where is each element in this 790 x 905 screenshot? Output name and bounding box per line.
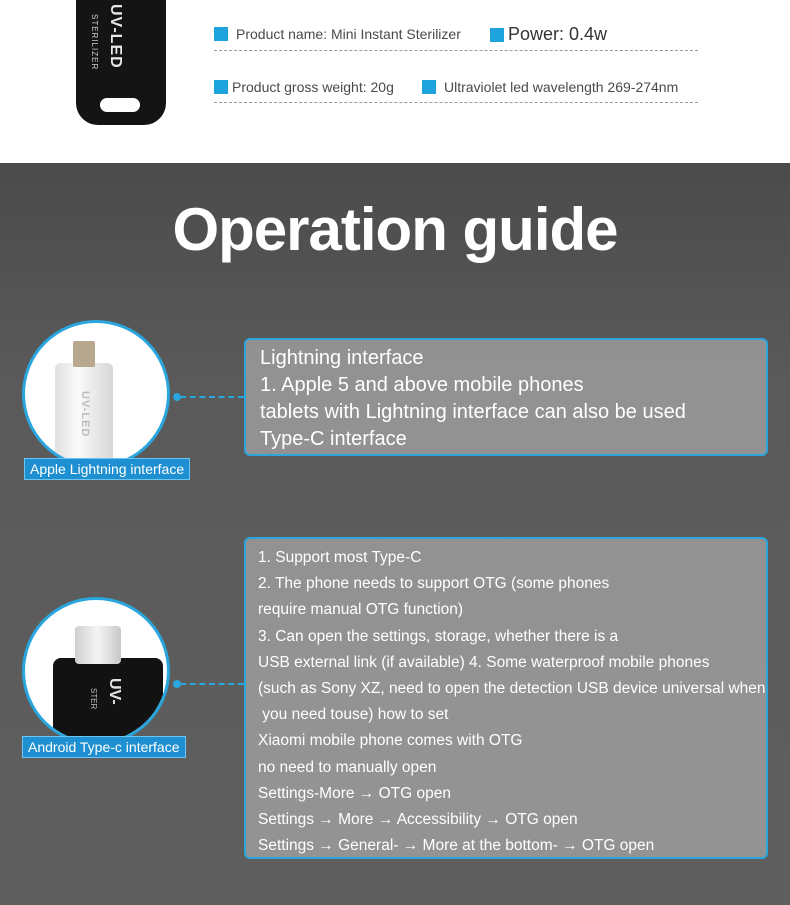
lightning-line: 1. Apple 5 and above mobile phones: [260, 374, 584, 396]
typec-plug-text: UV-: [106, 678, 123, 705]
typec-plug-image: [22, 597, 170, 745]
device-sub: STERILIZER: [90, 14, 99, 71]
typec-line: no need to manually open: [258, 758, 437, 776]
typec-line: 3. Can open the settings, storage, whether there is a: [258, 627, 619, 645]
device-brand: UV-LED: [107, 4, 124, 69]
spec-strip: [0, 0, 790, 163]
typec-line: require manual OTG function): [258, 601, 464, 619]
typec-info-box: [244, 537, 768, 859]
connector-line: [180, 683, 244, 685]
device-image: [76, 0, 166, 125]
spec-product-name: [214, 26, 461, 42]
spec-power-text: Power: 0.4w: [508, 24, 608, 44]
typec-line: Settings-More → OTG open: [258, 784, 451, 802]
lightning-line: tablets with Lightning interface can also be used: [260, 401, 686, 423]
typec-line: (such as Sony XZ, need to open the detection USB device universal when: [258, 680, 766, 698]
typec-line: you need touse) how to set: [258, 706, 449, 724]
square-bullet-icon: [422, 80, 436, 94]
connector-line: [180, 396, 244, 398]
spec-wavelength: [422, 79, 678, 95]
typec-plug-sub: STER: [89, 688, 98, 710]
spec-divider: [214, 50, 698, 51]
typec-tag: Android Type-c interface: [22, 736, 186, 758]
typec-line: 1. Support most Type-C: [258, 549, 422, 566]
lightning-tag: Apple Lightning interface: [24, 458, 190, 480]
typec-line: Settings → More → Accessibility → OTG open: [258, 811, 578, 829]
typec-line: USB external link (if available) 4. Some waterproof mobile phones: [258, 653, 710, 671]
device-slot: [100, 98, 140, 112]
spec-wavelength-text: Ultraviolet led wavelength 269-274nm: [444, 79, 679, 95]
typec-line: Settings → General- → More at the bottom- → OTG open: [258, 837, 655, 855]
lightning-pin: [73, 341, 95, 367]
lightning-plug-image: [22, 320, 170, 468]
spec-divider: [214, 102, 698, 103]
lightning-plug-text: UV-LED: [79, 391, 91, 438]
square-bullet-icon: [490, 28, 504, 42]
spec-gross-weight-text: Product gross weight: 20g: [232, 79, 394, 95]
lightning-plug: [55, 363, 113, 468]
typec-pin: [75, 626, 121, 664]
lightning-line: Type-C interface: [260, 428, 407, 450]
spec-power: [490, 24, 607, 45]
lightning-line: Lightning interface: [260, 347, 424, 369]
typec-line: 2. The phone needs to support OTG (some phones: [258, 575, 610, 593]
spec-product-name-text: Product name: Mini Instant Sterilizer: [236, 26, 461, 42]
guide-title: Operation guide: [172, 196, 618, 263]
operation-guide-section: [0, 163, 790, 905]
lightning-info-box: [244, 338, 768, 456]
typec-plug: [53, 658, 163, 745]
square-bullet-icon: [214, 80, 228, 94]
spec-gross-weight: [214, 79, 394, 95]
typec-line: Xiaomi mobile phone comes with OTG: [258, 732, 523, 750]
square-bullet-icon: [214, 27, 228, 41]
